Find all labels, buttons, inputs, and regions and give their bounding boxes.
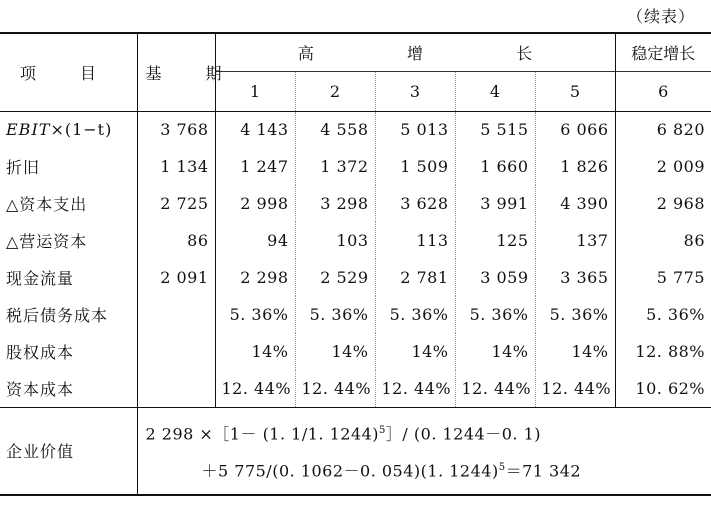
header-high-growth-1: 高 [297, 43, 314, 63]
ebit-italic: EBIT [6, 120, 51, 140]
cell-value: 6 066 [535, 111, 615, 148]
formula-exponent-1: 5 [379, 424, 386, 436]
row-label-ebit [0, 111, 137, 148]
cell-value: 14% [375, 333, 455, 370]
cell-value: 5. 36% [535, 296, 615, 333]
cell-value: 3 991 [455, 185, 535, 222]
ebit-rest: ×(1−t) [50, 120, 113, 140]
cell-value: 113 [375, 222, 455, 259]
valuation-table [0, 32, 711, 496]
cell-base: 2 091 [137, 259, 215, 296]
cell-base: 3 768 [137, 111, 215, 148]
cell-value: 4 558 [295, 111, 375, 148]
formula-exponent-2: 5 [498, 461, 506, 473]
header-item: 项 目 [0, 33, 137, 111]
header-period-2: 2 [295, 71, 375, 111]
cell-base: 86 [137, 222, 215, 259]
cell-value: 2 009 [615, 148, 711, 185]
cell-base [137, 333, 215, 370]
header-period-5: 5 [535, 71, 615, 111]
row-label: 现金流量 [6, 269, 75, 288]
header-high-growth-3: 长 [516, 43, 533, 63]
cell-value: 1 372 [295, 148, 375, 185]
cell-value: 5. 36% [295, 296, 375, 333]
header-period-4: 4 [455, 71, 535, 111]
cell-value: 10. 62% [615, 370, 711, 407]
cell-value: 1 826 [535, 148, 615, 185]
cell-value: 6 820 [615, 111, 711, 148]
header-high-growth-2: 增 [406, 43, 423, 63]
cell-value: 103 [295, 222, 375, 259]
cell-value: 2 998 [215, 185, 295, 222]
cell-value: 86 [615, 222, 711, 259]
row-label: △资本支出 [6, 195, 88, 214]
formula-line-2-a: ＋5 775/(0. 1062－0. 054)(1. 1244) [201, 461, 499, 481]
cell-value: 5. 36% [375, 296, 455, 333]
cell-value: 2 529 [295, 259, 375, 296]
formula-line-1 [146, 414, 704, 451]
cell-value: 3 628 [375, 185, 455, 222]
header-period-6: 6 [615, 71, 711, 111]
header-stable-growth: 稳定增长 [615, 33, 711, 71]
cell-value: 12. 44% [295, 370, 375, 407]
cell-value: 4 390 [535, 185, 615, 222]
cell-value: 14% [535, 333, 615, 370]
row-label: △营运资本 [6, 232, 88, 251]
cell-value: 94 [215, 222, 295, 259]
cell-value: 5 013 [375, 111, 455, 148]
cell-base: 1 134 [137, 148, 215, 185]
header-period-1: 1 [215, 71, 295, 111]
formula-line-2-b: ＝71 342 [505, 461, 582, 481]
header-period-3: 3 [375, 71, 455, 111]
row-label: 折旧 [6, 158, 41, 177]
cell-value: 5 775 [615, 259, 711, 296]
row-label: 税后债务成本 [6, 306, 109, 325]
cell-value: 5. 36% [215, 296, 295, 333]
cell-value: 2 968 [615, 185, 711, 222]
formula-line-1-a: 2 298 ×［1－ (1. 1/1. 1244) [145, 423, 380, 443]
row-label: 资本成本 [6, 379, 75, 399]
cell-value: 12. 44% [215, 370, 295, 407]
cell-value: 12. 44% [375, 370, 455, 407]
formula-line-1-b: ］/ (0. 1244－0. 1) [385, 423, 541, 443]
cell-value: 137 [535, 222, 615, 259]
cell-value: 5. 36% [455, 296, 535, 333]
cell-value: 2 781 [375, 259, 455, 296]
cell-value: 1 660 [455, 148, 535, 185]
cell-value: 14% [295, 333, 375, 370]
cell-value: 125 [455, 222, 535, 259]
cell-value: 3 298 [295, 185, 375, 222]
formula-line-2 [146, 451, 704, 488]
cell-value: 1 247 [215, 148, 295, 185]
cell-value: 1 509 [375, 148, 455, 185]
cell-value: 14% [455, 333, 535, 370]
cell-value: 5. 36% [615, 296, 711, 333]
cell-value: 12. 44% [535, 370, 615, 407]
cell-value: 5 515 [455, 111, 535, 148]
cell-value: 12. 44% [455, 370, 535, 407]
header-high-growth [215, 33, 615, 71]
row-label: 股权成本 [6, 343, 75, 362]
cell-value: 4 143 [215, 111, 295, 148]
cell-value: 3 059 [455, 259, 535, 296]
cell-base [137, 296, 215, 333]
header-base: 基 期 [137, 33, 215, 111]
cell-value: 12. 88% [615, 333, 711, 370]
enterprise-value-label: 企业价值 [0, 407, 137, 495]
cell-value: 3 365 [535, 259, 615, 296]
cell-value: 2 298 [215, 259, 295, 296]
cell-base: 2 725 [137, 185, 215, 222]
continued-label: （续表） [626, 7, 695, 26]
cell-base [137, 370, 215, 407]
cell-value: 14% [215, 333, 295, 370]
enterprise-value-formula [137, 407, 711, 495]
